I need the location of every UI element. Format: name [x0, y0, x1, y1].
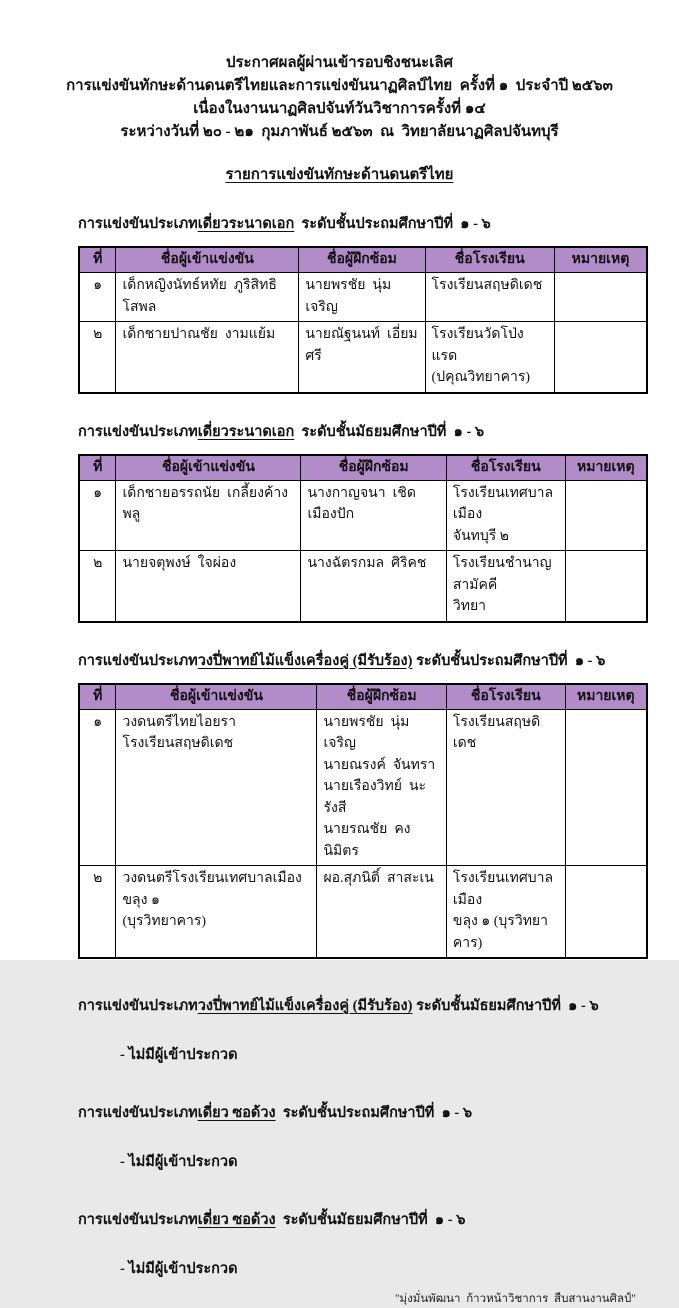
table-row	[79, 322, 647, 393]
section-title	[78, 421, 648, 443]
section-title-grade-level: ระดับชั้นมัธยมศึกษาปีที่ ๑ - ๖	[294, 423, 485, 440]
competitor-cell	[116, 709, 317, 866]
column-header: ที่	[79, 684, 116, 710]
main-heading: รายการแข่งขันทักษะด้านดนตรีไทย	[225, 167, 454, 183]
cell-line: วงดนตรีไทยไอยรา	[122, 714, 236, 730]
cell-line: (บุรวิทยาคาร)	[122, 914, 207, 929]
section-title-prefix: การแข่งขันประเภท	[78, 1212, 198, 1228]
section-title-prefix: การแข่งขันประเภท	[78, 1105, 198, 1121]
cell-line: โรงเรียนเทศบาลเมือง	[452, 485, 554, 522]
trainer-cell	[301, 480, 446, 551]
cell-line: วิทยา	[452, 599, 487, 614]
column-header: ชื่อผู้เข้าแข่งขัน	[116, 247, 299, 273]
table-header-row	[79, 247, 647, 273]
section-title-prefix: การแข่งขันประเภท	[78, 998, 198, 1014]
column-header: ชื่อผู้ฝึกซ้อม	[299, 247, 425, 273]
cell-line: นายจตุพงษ์ ใจผ่อง	[122, 556, 237, 571]
column-header: ชื่อโรงเรียน	[446, 684, 565, 710]
cell-line: ขลุง ๑ (บุรวิทยาคาร)	[452, 914, 548, 951]
cell-line: ๑	[93, 714, 103, 730]
section-title	[78, 213, 648, 235]
table-header-row	[79, 684, 647, 710]
column-header: ที่	[79, 247, 116, 273]
section-title-grade-level: ระดับชั้นประถมศึกษาปีที่ ๑ - ๖	[275, 1105, 473, 1121]
section-title-prefix: การแข่งขันประเภท	[78, 216, 198, 232]
cell-line: นายณรงค์ จันทรา	[323, 757, 436, 773]
trainer-cell	[317, 866, 446, 959]
remark-cell	[565, 480, 647, 551]
section-title-grade-level: ระดับชั้นประถมศึกษาปีที่ ๑ - ๖	[412, 652, 606, 669]
cell-line: ผอ.สุภนิติ์ สาสะเน	[323, 871, 434, 886]
results-table	[78, 246, 648, 394]
cell-line: นายพรชัย นุ่มเจริญ	[323, 714, 410, 751]
column-header: ชื่อผู้เข้าแข่งขัน	[116, 684, 317, 710]
header-line: ระหว่างวันที่ ๒๐ - ๒๑ กุมภาพันธ์ ๒๕๖๓ ณ วิทยาลัยนาฏศิลปจันทบุรี	[120, 124, 559, 140]
cell-line: เด็กชายปาณชัย งามแย้ม	[122, 327, 276, 342]
row-number-cell	[79, 273, 116, 322]
column-header: หมายเหตุ	[565, 455, 647, 481]
results-table	[78, 683, 648, 960]
remark-cell	[565, 866, 647, 959]
column-header: ชื่อโรงเรียน	[425, 247, 554, 273]
table-row	[79, 273, 647, 322]
section-title-prefix: การแข่งขันประเภท	[78, 423, 198, 440]
trainer-cell	[299, 273, 425, 322]
competition-section	[78, 1209, 648, 1280]
header-line: เนื่องในงานนาฏศิลปจันท์วันวิชาการครั้งที่ ๑๔	[193, 101, 486, 117]
header-line: การแข่งขันทักษะด้านดนตรีไทยและการแข่งขันนาฏศิลป์ไทย ครั้งที่ ๑ ประจำปี ๒๕๖๓	[66, 78, 613, 94]
cell-line: นางกาญจนา เชิดเมืองปัก	[307, 485, 416, 522]
column-header: ชื่อผู้ฝึกซ้อม	[301, 455, 446, 481]
cell-line: โรงเรียนสฤษดิเดช	[431, 278, 543, 293]
school-cell	[446, 709, 565, 866]
school-cell	[425, 322, 554, 393]
column-header: หมายเหตุ	[554, 247, 647, 273]
remark-cell	[565, 551, 647, 622]
column-header: หมายเหตุ	[565, 684, 647, 710]
cell-line: โรงเรียนสฤษดิเดช	[122, 736, 234, 751]
competition-section	[78, 213, 648, 394]
column-header: ชื่อผู้ฝึกซ้อม	[317, 684, 446, 710]
cell-line: (ปคุณวิทยาคาร)	[431, 370, 530, 385]
section-title	[78, 1102, 648, 1124]
cell-line: วงดนตรีโรงเรียนเทศบาลเมืองขลุง ๑	[122, 871, 302, 908]
remark-cell	[554, 322, 647, 393]
announcement-header	[31, 52, 648, 144]
section-title	[78, 995, 648, 1017]
row-number-cell	[79, 322, 116, 393]
trainer-cell	[317, 709, 446, 866]
table-row	[79, 551, 647, 622]
section-title-grade-level: ระดับชั้นมัธยมศึกษาปีที่ ๑ - ๖	[275, 1212, 466, 1228]
cell-line: เด็กหญิงนัทธ์หทัย ภูริสิทธิโสพล	[122, 278, 277, 315]
cell-line: โรงเรียนสฤษดิเดช	[452, 714, 541, 751]
column-header: ที่	[79, 455, 116, 481]
section-title-competition-type: เดี่ยว ซอด้วง	[197, 1105, 276, 1121]
competitor-cell	[116, 273, 299, 322]
table-row	[79, 709, 647, 866]
cell-line: เด็กชายอรรถนัย เกลี้ยงค้างพลู	[122, 485, 289, 522]
competitor-cell	[116, 551, 301, 622]
row-number-cell	[79, 551, 116, 622]
section-title	[78, 650, 648, 672]
section-title-grade-level: ระดับชั้นมัธยมศึกษาปีที่ ๑ - ๖	[412, 998, 599, 1014]
competition-section	[78, 650, 648, 960]
cell-line: ๑	[93, 485, 103, 501]
cell-line: ๑	[93, 278, 103, 293]
section-title-competition-type: เดี่ยว ซอด้วง	[197, 1212, 276, 1228]
row-number-cell	[79, 709, 116, 866]
no-entries-note: - ไม่มีผู้เข้าประกวด	[120, 1261, 238, 1277]
trainer-cell	[299, 322, 425, 393]
table-row	[79, 866, 647, 959]
section-title-grade-level: ระดับชั้นประถมศึกษาปีที่ ๑ - ๖	[294, 216, 491, 232]
no-entries-note: - ไม่มีผู้เข้าประกวด	[120, 1047, 238, 1063]
column-header: ชื่อผู้เข้าแข่งขัน	[116, 455, 301, 481]
section-title	[78, 1209, 648, 1231]
competitor-cell	[116, 322, 299, 393]
competitor-cell	[116, 866, 317, 959]
cell-line: นางฉัตรกมล ศิริคช	[307, 556, 427, 571]
remark-cell	[565, 709, 647, 866]
school-cell	[446, 866, 565, 959]
cell-line: นายรณชัย คงนิมิตร	[323, 822, 411, 859]
competition-section	[78, 1102, 648, 1173]
row-number-cell	[79, 480, 116, 551]
school-cell	[446, 551, 565, 622]
section-title-competition-type: เดี่ยวระนาดเอก	[197, 423, 295, 440]
header-line: ประกาศผลผู้ผ่านเข้ารอบชิงชนะเลิศ	[225, 55, 454, 71]
remark-cell	[554, 273, 647, 322]
competition-section	[78, 995, 648, 1066]
cell-line: ๒	[93, 871, 103, 886]
table-header-row	[79, 455, 647, 481]
cell-line: นายพรชัย นุ่มเจริญ	[305, 278, 392, 315]
cell-line: โรงเรียนเทศบาลเมือง	[452, 871, 554, 908]
sections	[78, 213, 648, 1280]
cell-line: ๒	[93, 556, 103, 571]
cell-line: ๒	[93, 327, 103, 342]
no-entries-note: - ไม่มีผู้เข้าประกวด	[120, 1154, 238, 1170]
column-header: ชื่อโรงเรียน	[446, 455, 565, 481]
cell-line: จันทบุรี ๒	[452, 528, 510, 544]
footer-motto: "มุ่งมั่นพัฒนา ก้าวหน้าวิชาการ สืบสานงานศิลป์"	[394, 1293, 636, 1305]
section-title-prefix: การแข่งขันประเภท	[78, 652, 198, 669]
cell-line: นายเรืองวิทย์ นะรังสี	[323, 779, 427, 816]
section-title-competition-type: เดี่ยวระนาดเอก	[197, 216, 295, 232]
competition-section	[78, 421, 648, 623]
school-cell	[425, 273, 554, 322]
cell-line: นายณัฐนนท์ เอี่ยมศรี	[305, 327, 418, 364]
section-title-competition-type: วงปี่พาทย์ไม้แข็งเครื่องคู่ (มีรับร้อง)	[197, 998, 413, 1014]
competitor-cell	[116, 480, 301, 551]
trainer-cell	[301, 551, 446, 622]
row-number-cell	[79, 866, 116, 959]
section-title-competition-type: วงปี่พาทย์ไม้แข็งเครื่องคู่ (มีรับร้อง)	[197, 652, 413, 669]
school-cell	[446, 480, 565, 551]
cell-line: โรงเรียนวัดโป่งแรด	[431, 327, 524, 364]
table-row	[79, 480, 647, 551]
results-table	[78, 454, 648, 623]
cell-line: โรงเรียนชำนาญสามัคคี	[452, 556, 552, 593]
